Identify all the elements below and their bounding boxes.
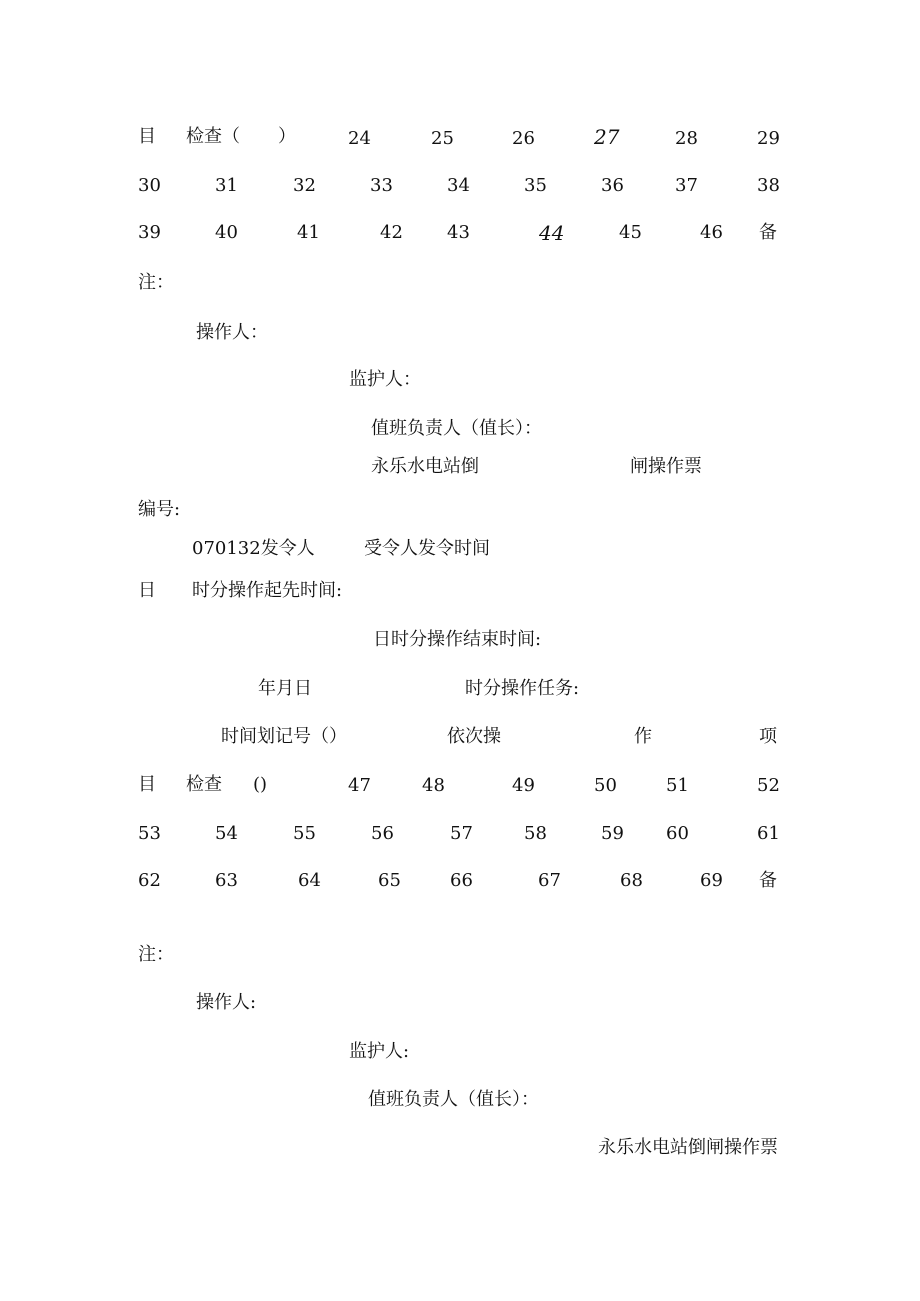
task-label: 时分操作任务: [465, 678, 580, 699]
ticket-number-issuer: 070132发令人 [192, 538, 315, 559]
remarks-label-start: 备 [759, 870, 777, 891]
item-number: 45 [619, 222, 642, 243]
item-number: 33 [370, 175, 393, 196]
day-label: 日 [138, 580, 156, 601]
item-number: 69 [700, 870, 723, 891]
supervisor-label: 监护人： [349, 369, 421, 390]
item-number: 52 [757, 775, 780, 796]
item-number: 65 [378, 870, 401, 891]
operator-label: 操作人： [196, 322, 268, 343]
item-number: 67 [538, 870, 561, 891]
item-number: 68 [620, 870, 643, 891]
supervisor-label: 监护人: [349, 1041, 410, 1062]
item-number: 25 [431, 128, 454, 149]
item-number: 57 [450, 823, 473, 844]
item-number: 40 [215, 222, 238, 243]
item-number: 60 [666, 823, 689, 844]
item-number: 51 [666, 775, 689, 796]
ticket-title-right: 闸操作票 [630, 456, 702, 477]
shift-leader-label: 值班负责人（值长）： [368, 1089, 539, 1110]
item-number: 30 [138, 175, 161, 196]
item-number: 44 [539, 221, 565, 245]
item-number: 46 [700, 222, 723, 243]
item-number: 24 [348, 128, 371, 149]
end-time-label: 日时分操作结束时间: [373, 629, 542, 650]
item-number: 34 [447, 175, 470, 196]
item-number: 56 [371, 823, 394, 844]
item-number: 62 [138, 870, 161, 891]
footer-ticket-title: 永乐水电站倒闸操作票 [598, 1137, 778, 1158]
item-number: 63 [215, 870, 238, 891]
column-header-sequence: 依次操 [447, 726, 501, 747]
item-number: 50 [594, 775, 617, 796]
check-label: 检查（ [186, 126, 240, 147]
check-parens: () [253, 774, 268, 795]
receiver-issue-time-label: 受令人发令时间 [364, 538, 490, 559]
item-number: 27 [594, 125, 620, 149]
item-number: 59 [601, 823, 624, 844]
item-number: 53 [138, 823, 161, 844]
item-number: 39 [138, 222, 161, 243]
item-number: 55 [293, 823, 316, 844]
item-number: 43 [447, 222, 470, 243]
item-number: 66 [450, 870, 473, 891]
operator-label: 操作人: [196, 992, 257, 1013]
ticket-number-label: 编号: [138, 499, 181, 520]
item-number: 36 [601, 175, 624, 196]
column-header-item: 项 [759, 726, 777, 747]
item-number: 37 [675, 175, 698, 196]
item-number: 47 [348, 775, 371, 796]
item-number: 26 [512, 128, 535, 149]
item-number: 28 [675, 128, 698, 149]
item-label: 目 [138, 126, 156, 147]
item-number: 41 [297, 222, 320, 243]
ticket-title-left: 永乐水电站倒 [371, 456, 479, 477]
item-label: 目 [138, 774, 156, 795]
remarks-label-start: 备 [759, 222, 777, 243]
check-close-paren: ） [278, 126, 296, 147]
item-number: 38 [757, 175, 780, 196]
item-number: 35 [524, 175, 547, 196]
date-label: 年月日 [258, 678, 312, 699]
item-number: 58 [524, 823, 547, 844]
item-number: 64 [298, 870, 321, 891]
remarks-label-end: 注： [138, 944, 174, 965]
item-number: 29 [757, 128, 780, 149]
start-time-label: 时分操作起先时间: [192, 580, 343, 601]
item-number: 48 [422, 775, 445, 796]
shift-leader-label: 值班负责人（值长）： [371, 418, 542, 439]
item-number: 32 [293, 175, 316, 196]
remarks-label-end: 注： [138, 272, 174, 293]
item-number: 49 [512, 775, 535, 796]
item-number: 31 [215, 175, 238, 196]
item-number: 54 [215, 823, 238, 844]
check-label: 检查 [186, 774, 222, 795]
item-number: 61 [757, 823, 780, 844]
item-number: 42 [380, 222, 403, 243]
column-header-operation: 作 [634, 726, 652, 747]
column-header-time-mark: 时间划记号（） [221, 726, 347, 747]
